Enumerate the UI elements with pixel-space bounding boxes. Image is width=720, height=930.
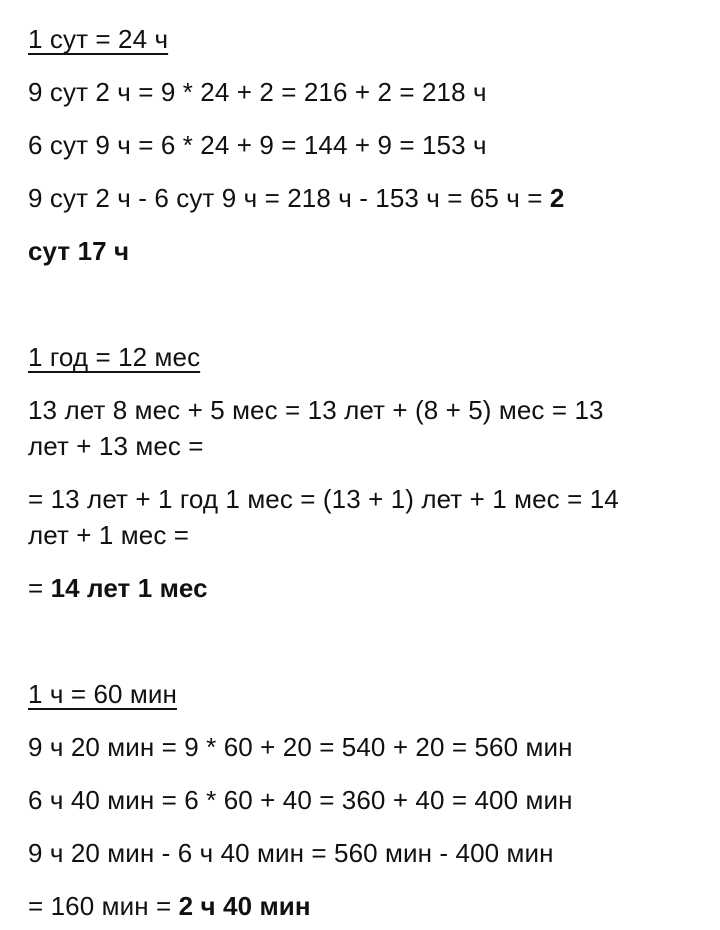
- days-conversion-heading: 1 сут = 24 ч: [28, 24, 169, 54]
- years-calculation-line-1: 13 лет 8 мес + 5 мес = 13 лет + (8 + 5) мес = 13: [28, 395, 604, 425]
- minutes-conversion-heading: 1 ч = 60 мин: [28, 679, 177, 709]
- days-result-part-2: сут 17 ч: [28, 236, 130, 266]
- days-subtraction-text: 9 сут 2 ч - 6 сут 9 ч = 218 ч - 153 ч = 65 ч =: [28, 183, 550, 213]
- minutes-result: 2 ч 40 мин: [178, 891, 311, 921]
- minutes-calculation-line-2: 6 ч 40 мин = 6 * 60 + 40 = 360 + 40 = 400 мин: [28, 785, 573, 815]
- days-calculation-line-1: 9 сут 2 ч = 9 * 24 + 2 = 216 + 2 = 218 ч: [28, 77, 487, 107]
- days-calculation-line-2: 6 сут 9 ч = 6 * 24 + 9 = 144 + 9 = 153 ч: [28, 130, 487, 160]
- minutes-result-line: [28, 891, 311, 921]
- minutes-subtraction-line: 9 ч 20 мин - 6 ч 40 мин = 560 мин - 400 мин: [28, 838, 554, 868]
- years-calculation-line-3: = 13 лет + 1 год 1 мес = (13 + 1) лет + 1 мес = 14: [28, 484, 619, 514]
- days-result-part-1: 2: [549, 183, 565, 213]
- years-calculation-line-2: лет + 13 мес =: [28, 431, 204, 461]
- days-subtraction-line: [28, 183, 564, 213]
- minutes-calculation-line-1: 9 ч 20 мин = 9 * 60 + 20 = 540 + 20 = 560 мин: [28, 732, 573, 762]
- years-result-prefix: =: [28, 573, 51, 603]
- years-calculation-line-4: лет + 1 мес =: [28, 520, 190, 550]
- years-result-line: [28, 573, 208, 603]
- minutes-result-prefix: = 160 мин =: [28, 891, 179, 921]
- years-result: 14 лет 1 мес: [50, 573, 208, 603]
- days-result-line: [28, 236, 129, 266]
- years-conversion-heading: 1 год = 12 мес: [28, 342, 201, 372]
